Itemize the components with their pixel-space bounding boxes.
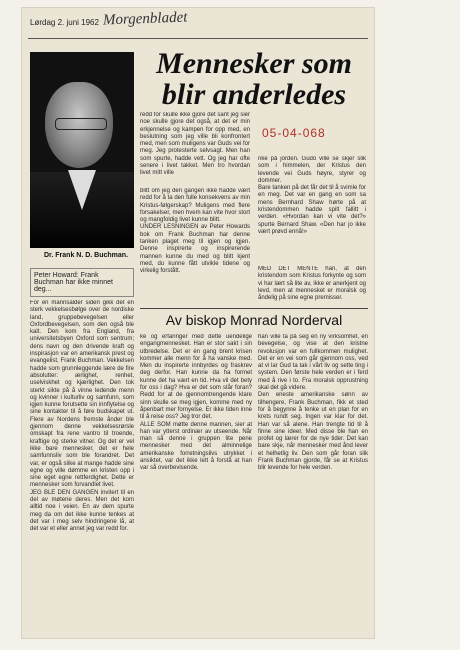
byline-box: Peter Howard: Frank Buchman har ikke minnet deg... [30,268,134,297]
column-lower-right: han ville ta på seg en ny virksomhet, en bevegelse, og vise at den kristne revolusjon var en fullkommen mulighet. Det er en vei som går gjennom oss, ved at vi lar Gud ta tak i vårt liv og sette ting i system. Den første hele verden er i ferd med å rive i to. Fra moralsk opprustning skal det gå videre. Den eneste amerikanske sønn av tilhengere, Frank Buchman, fikk et sted for å begynne å tenke ut en plan for en krets rundt seg. Ingen var klar for det. Han var så alene. Han trengte tid til å finne sine ideer. Med disse ble han en profet og lærer for de nye tider. Det kan bare skje, når mennesker med ånd lever et helhetlig liv. Den som går foran slik Frank Buchman gjorde, får se at Kristus blir levende for hele verden. [258,334,368,472]
column-mid-right: MED DET MENTE han, at den kristendom som Kristus forkynte og som vi har lært så lite av, ikke er anerkjent og levd, men at mennesket er moralsk og åndelig på sine egne premisser. [258,266,366,302]
column-lower-middle: ke og erfaringer med dette uendelige engangmennesket. Han er stor sakt i sin utbredelse. Det er én gang brent krisen kommer alle menn for å ha vanske med. Men du inspirerte innbyrdes og fraskrev deg derfor. Han kunne da ha formet kunne det ha vært en tid. Hva vil det bety for oss i dag? Hva er det som står foran? Redd for at de gjennomtrengende klare sinn skulle se meg igjen, komme med ny åpenbart mer fornyelse. Er ikke tiden inne til å reise oss? Jeg tror det. ALLE SOM møtte denne mannen, sier at han var ytterst ordinær av utseende. Når man så denne i gruppen lite pene mennesker med det alminnelige amerikanske forretningslivs utrykket i ansiktet, var det ikke lett å forstå at han var så overbevisende. [140,334,252,472]
header-rule [28,38,368,39]
column-mid-middle: blitt om jeg den gangen ikke hadde vært redd for å ta den fulle konsekvens av min Kristus-følgerskap? Muligens med flere forsakelser, men hvem kan vite hvor stort og mangfoldig livet kunne blitt. UNDER LESNINGEN av Peter Howards bok om Frank Buchman har denne tanken plaget meg til igjen og igjen. Denne inspirerte og inspirerende mannen kunne du med og blitt kjent med, du kunne fått utvikle tidene og virkelig forstått. [140,188,250,275]
column-left: For en mannsalder siden gikk det en sterk vekkelsesbølge over de nordiske land, gruppebevegelsen eller Oxfordbevegelsen, som den også ble kalt. Den kom fra England, fra universitetsbyen Oxford som sentrum; dens navn og den drivende kraft og inspirasjon var en amerikansk prest og evangelist, Frank Buchman. Vekkelsen hadde som grunnleggende lære de fire absolutter: ærlighet, renhet, uselviskhet og kjærlighet. Den tok sterkt sikte på å vinne ledende menn og kvinner i kulturliv og samfunn, som igjen kunne forutsette sin innflytelse og sine kontakter til å føre budskapet ut. Flere av Nordens fremste ånder ble gjennom denne vekkelsesrørsle omskapt fra rene vantro til troende, kraftige og sterke vitner. Og det er vel ikke bare mennesker, det er hele samfunnsliv som ble forandret. Det var, er også slike at mange hadde sine egne og ville dømme en kristen opp i sine eget egne rettferdighet. Dette er mennesker som forvandlet livet. JEG BLE DEN GANGEN invitert til en del av møtene deres. Men det kom alltid noe i veien. En av dem spurte meg da om det ikke kunne tenkes at det var i meg selv hindringene lå, at det var et eller annet jeg var redd for. [30,300,134,533]
portrait-photo [30,52,134,248]
dateline: Lørdag 2. juni 1962 [30,18,99,27]
column-top-right: rike på jorden. Gudo ville se skjer slik som i himmelen, der Kristus den levende vei Guds høyre, styrer og dommer. Bare tanken på det får det til å svimle for en meg. Det var en gang en som sa mens Bernhard Shaw hørte på at kristendommen hadde spilt fallitt i verden. «Hvordan kan vi vite det?» spurte Bernard Shaw. «Den har jo ikke vært prøvd ennå!» [258,156,366,235]
subheadline: Av biskop Monrad Norderval [165,312,343,328]
headline: Mennesker som blir anderledes [156,47,352,111]
subhead-rule [140,308,368,309]
portrait-glasses [55,118,107,130]
column-top-middle: redd for skulle ikke gjore det sant jeg sier noe skulle gjore det også, at det er min erkjennelse og kampen for opp med, en beslutning som jeg ville bli konfrontert med, men som muligens var Guds vei for meg. Jeg protesterte selvsagt. Men han som spurte, hadde vett. Og jeg har ofte senere i livet takket. Men tro hvordan livet mitt ville [140,112,250,177]
photo-caption: Dr. Frank N. D. Buchman. [44,252,129,259]
paper-name-handwritten: Morgenbladet [102,9,188,29]
handwritten-archive-number: 05-04-068 [262,126,326,140]
